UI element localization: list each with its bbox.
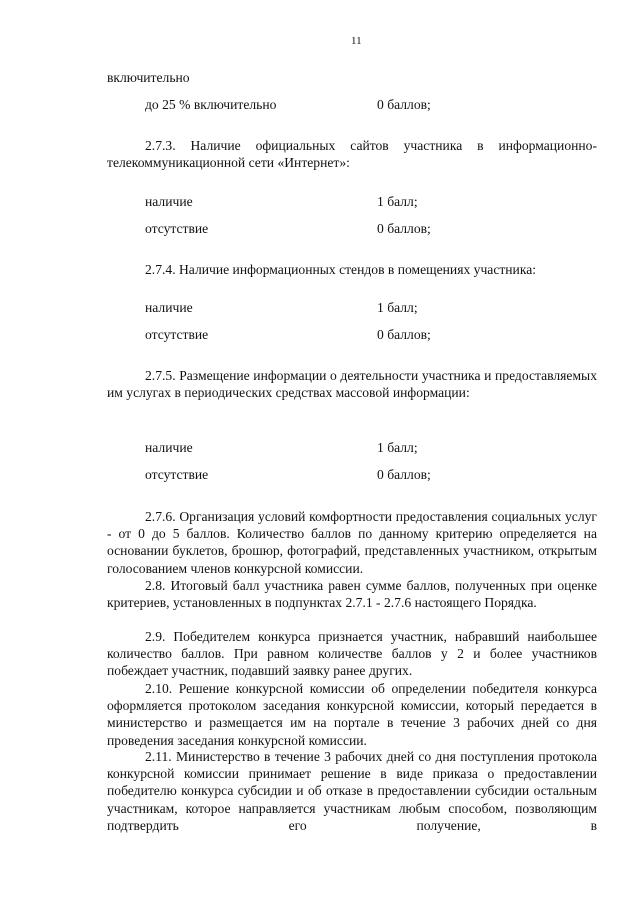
criterion-score: 0 баллов;	[377, 467, 431, 482]
criterion-label: отсутствие	[145, 467, 209, 482]
criterion-label: наличие	[145, 440, 193, 455]
criterion-score: 1 балл;	[377, 194, 418, 209]
criterion-label: отсутствие	[145, 327, 209, 342]
criterion-label: наличие	[145, 300, 193, 315]
clause-2-7-4: 2.7.4. Наличие информационных стендов в помещениях участника:	[145, 262, 537, 277]
criterion-score: 0 баллов;	[377, 221, 431, 236]
clause-2-10: 2.10. Решение конкурсной комиссии об определении победителя конкурса оформляется протоколом заседания конкурсной комиссии, который передается в министерство и размещается им на портале в течение 3 рабочих дней со дня проведения заседания конкурсной комиссии.	[107, 681, 597, 748]
criterion-score: 1 балл;	[377, 300, 418, 315]
clause-2-7-5: 2.7.5. Размещение информации о деятельности участника и предоставляемых им услугах в периодических средствах массовой информации:	[107, 368, 597, 401]
criterion-label: наличие	[145, 194, 193, 209]
clause-2-11: 2.11. Министерство в течение 3 рабочих дней со дня поступления протокола конкурсной комиссии принимает решение в виде приказа о предоставлении победителю конкурса субсидии и об отказе в предоставлении субсидии остальным участникам, которое направляется участникам любым способом, позволяющим подтвердить его получение, в	[107, 749, 597, 833]
paragraph-continuation: включительно	[107, 70, 190, 85]
page-number: 11	[351, 35, 362, 47]
clause-2-9: 2.9. Победителем конкурса признается участник, набравший наибольшее количество баллов. При равном количестве баллов у 2 и более участников побеждает участник, подавший заявку ранее других.	[107, 629, 597, 679]
criterion-label: до 25 % включительно	[145, 97, 277, 112]
criterion-score: 0 баллов;	[377, 327, 431, 342]
criterion-label: отсутствие	[145, 221, 209, 236]
criterion-score: 1 балл;	[377, 440, 418, 455]
clause-2-7-3: 2.7.3. Наличие официальных сайтов участника в информационно-телекоммуникационной сети «Интернет»:	[107, 138, 597, 171]
clause-2-8: 2.8. Итоговый балл участника равен сумме баллов, полученных при оценке критериев, установленных в подпунктах 2.7.1 - 2.7.6 настоящего Порядка.	[107, 578, 597, 611]
criterion-score: 0 баллов;	[377, 97, 431, 112]
clause-2-7-6: 2.7.6. Организация условий комфортности предоставления социальных услуг - от 0 до 5 баллов. Количество баллов по данному критерию определяется на основании буклетов, брошюр, фотографий, представленных участником, открытым голосованием членов конкурсной комиссии.	[107, 509, 597, 576]
